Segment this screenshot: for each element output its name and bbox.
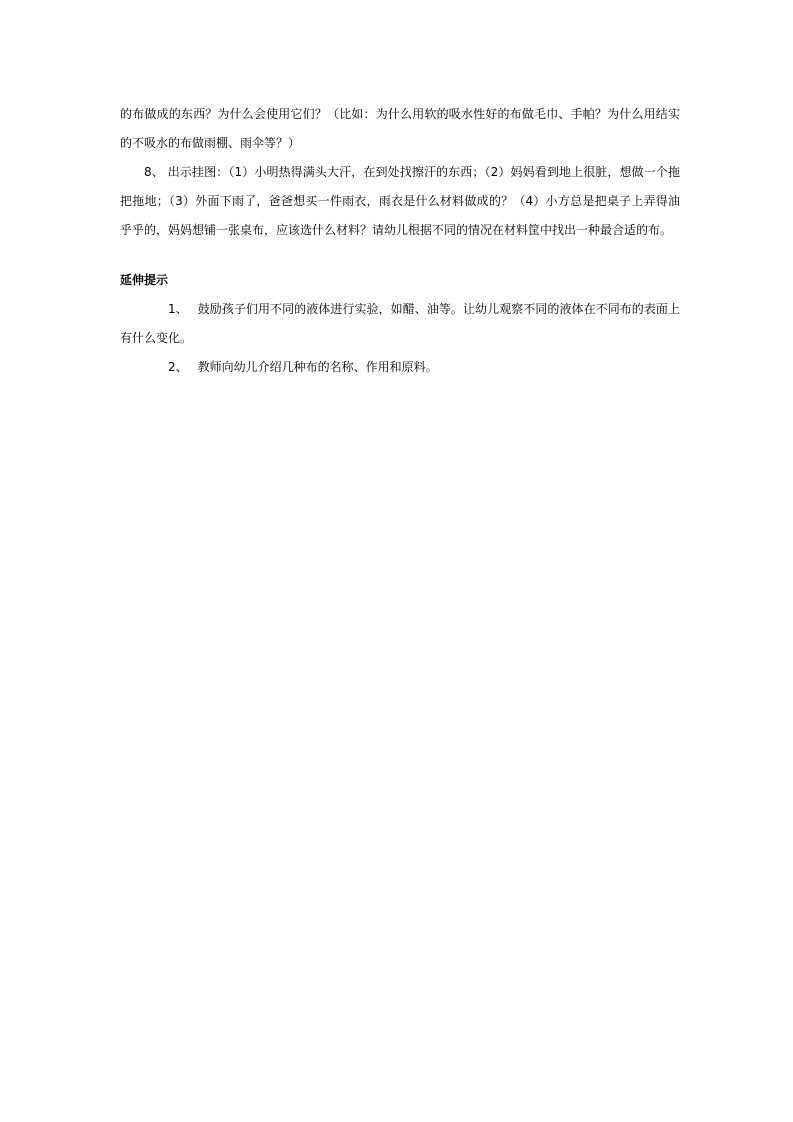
extension-item xyxy=(120,295,680,353)
extension-item-text: 教师向幼儿介绍几种布的名称、作用和原料。 xyxy=(197,360,438,374)
activity-step-8: 8、 出示挂图：（1）小明热得满头大汗，在到处找擦汗的东西；（2）妈妈看到地上很脏，想做一个拖把拖地；（3）外面下雨了，爸爸想买一件雨衣，雨衣是什么材料做成的？（4）小方总是把桌子上弄得油乎乎的，妈妈想铺一张桌布，应该选什么材料？请幼儿根据不同的情况在材料筐中找出一种最合适的布。 xyxy=(120,165,680,237)
extension-item-text: 鼓励孩子们用不同的液体进行实验，如醋、油等。让幼儿观察不同的液体在不同布的表面上有什么变化。 xyxy=(120,302,680,345)
extension-item xyxy=(120,353,680,382)
document-body xyxy=(120,100,680,382)
extension-item-number: 2、 xyxy=(168,360,188,374)
intro-paragraph: 的布做成的东西？为什么会使用它们？（比如：为什么用软的吸水性好的布做毛巾、手帕？为什么用结实的不吸水的布做雨棚、雨伞等？） xyxy=(120,107,680,150)
extension-heading: 延伸提示 xyxy=(120,273,169,287)
extension-item-number: 1、 xyxy=(168,302,188,316)
